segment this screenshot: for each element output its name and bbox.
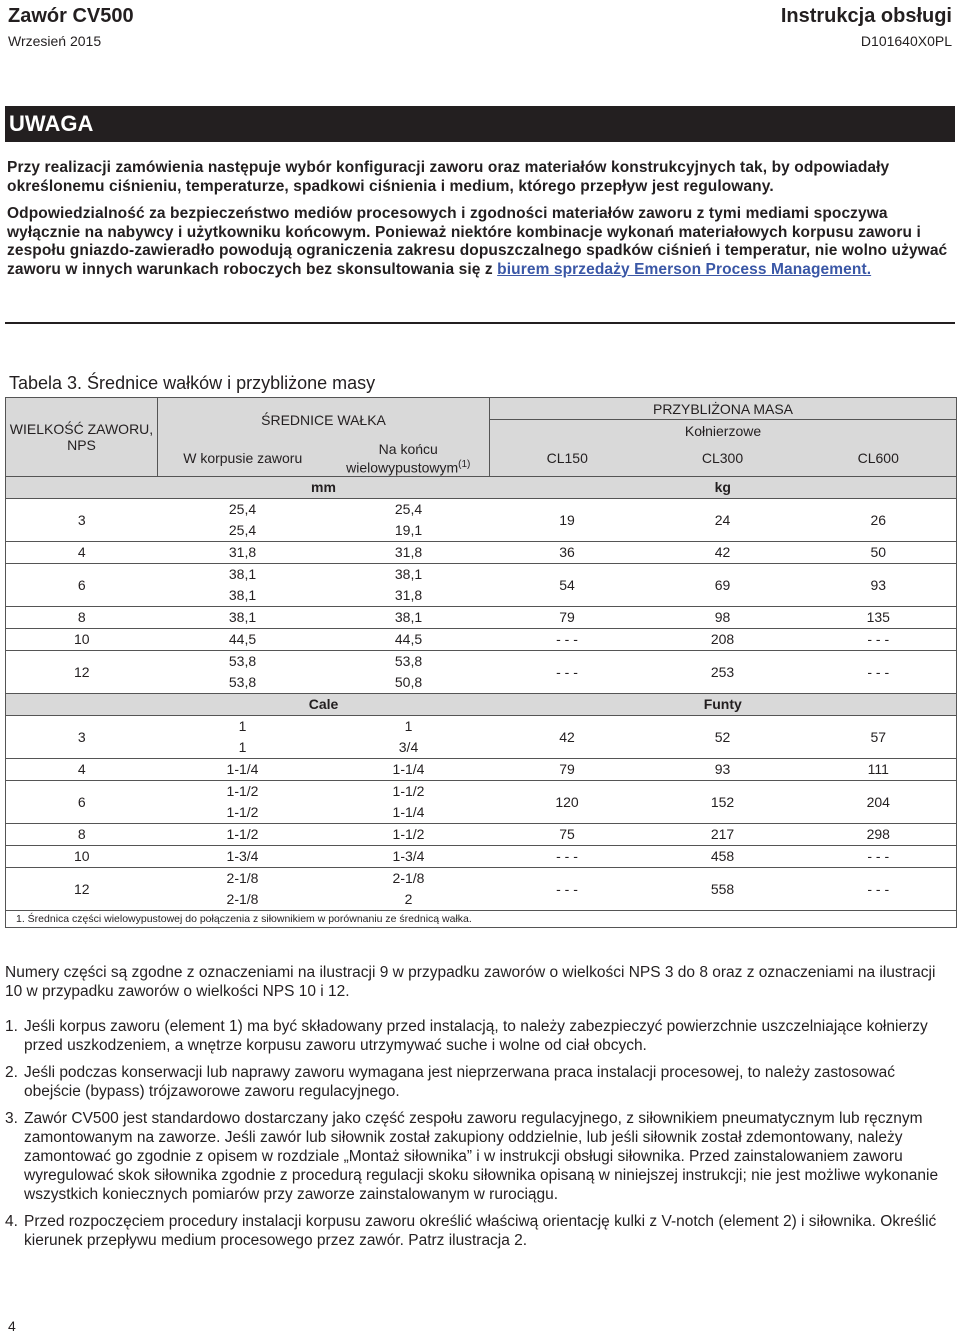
unit-spacer	[6, 693, 158, 715]
cell-cl600: 135	[801, 606, 957, 628]
cell-valve-size: 6	[6, 780, 158, 823]
warning-divider	[5, 322, 955, 324]
cell-shaft-body: 1-3/4	[158, 845, 328, 867]
cell-valve-size: 6	[6, 563, 158, 606]
cell-cl600: 93	[801, 563, 957, 606]
header-cl600: CL600	[801, 441, 957, 476]
intro-paragraph: Numery części są zgodne z oznaczeniami na ilustracji 9 w przypadku zaworów o wielkości NPS 3 do 8 oraz z oznaczeniami na ilustracji 10 w przypadku zaworów o wielkości NPS 10 i 12.	[5, 964, 936, 1000]
cell-cl600: - - -	[801, 628, 957, 650]
cell-cl150: 75	[490, 823, 645, 845]
cell-shaft-body: 1-1/2	[158, 802, 328, 824]
header-cl150: CL150	[490, 441, 645, 476]
cell-cl150: - - -	[490, 650, 645, 693]
cell-shaft-spline: 31,8	[328, 585, 490, 607]
list-item	[5, 1212, 953, 1250]
cell-shaft-body: 1	[158, 715, 328, 737]
cell-shaft-spline: 50,8	[328, 672, 490, 694]
cell-cl150: 36	[490, 541, 645, 563]
cell-shaft-spline: 1-3/4	[328, 845, 490, 867]
header-spline-end-text: Na końcu wielowypustowym	[346, 441, 459, 476]
cell-cl600: - - -	[801, 867, 957, 910]
cell-cl300: 253	[645, 650, 801, 693]
header-spline-footnote-mark: (1)	[458, 459, 471, 470]
cell-shaft-body: 38,1	[158, 585, 328, 607]
table-row	[6, 867, 957, 889]
cell-shaft-spline: 1-1/2	[328, 780, 490, 802]
cell-cl150: 120	[490, 780, 645, 823]
cell-shaft-spline: 3/4	[328, 737, 490, 759]
table-row	[6, 780, 957, 802]
doc-title: Zawór CV500	[8, 5, 134, 27]
cell-cl300: 558	[645, 867, 801, 910]
table-footnote: 1. Średnica części wielowypustowej do połączenia z siłownikiem w porównaniu ze średnicą wałka.	[6, 910, 957, 927]
cell-shaft-spline: 38,1	[328, 563, 490, 585]
cell-valve-size: 10	[6, 845, 158, 867]
cell-cl150: - - -	[490, 867, 645, 910]
cell-shaft-spline: 44,5	[328, 628, 490, 650]
cell-shaft-spline: 31,8	[328, 541, 490, 563]
cell-cl600: 111	[801, 758, 957, 780]
cell-cl300: 24	[645, 498, 801, 541]
warning-paragraph-2	[7, 205, 953, 279]
unit-label-shaft: mm	[158, 476, 490, 498]
cell-valve-size: 4	[6, 541, 158, 563]
list-item-number: 3.	[5, 1110, 18, 1127]
cell-shaft-body: 1-1/2	[158, 780, 328, 802]
list-item-number: 2.	[5, 1064, 18, 1081]
cell-shaft-body: 25,4	[158, 498, 328, 520]
table-row	[6, 628, 957, 650]
unit-label-mass: kg	[490, 476, 957, 498]
table-row	[6, 758, 957, 780]
cell-cl150: - - -	[490, 845, 645, 867]
cell-shaft-spline: 2	[328, 889, 490, 911]
cell-cl300: 217	[645, 823, 801, 845]
list-item-text: Jeśli podczas konserwacji lub naprawy zaworu wymagana jest nieprzerwana praca instalacji procesowej, to należy zastosować obejście (bypass) trójzaworowe zaworu regulacyjnego.	[24, 1064, 896, 1100]
header-cl300: CL300	[645, 441, 801, 476]
warning-body	[7, 159, 953, 288]
cell-cl300: 42	[645, 541, 801, 563]
cell-valve-size: 12	[6, 650, 158, 693]
header-in-body: W korpusie zaworu	[158, 441, 328, 476]
cell-cl300: 152	[645, 780, 801, 823]
cell-cl300: 93	[645, 758, 801, 780]
cell-cl150: - - -	[490, 628, 645, 650]
cell-cl600: 26	[801, 498, 957, 541]
warning-paragraph-1: Przy realizacji zamówienia następuje wybór konfiguracji zaworu oraz materiałów konstrukcyjnych tak, by odpowiadały określonemu ciśnieniu, temperaturze, spadkowi ciśnienia i medium, którego przepływ jest regulowany.	[7, 159, 890, 195]
header-approx-mass: PRZYBLIŻONA MASA	[490, 398, 957, 420]
list-item	[5, 1063, 953, 1101]
table-row	[6, 823, 957, 845]
cell-shaft-body: 2-1/8	[158, 867, 328, 889]
cell-shaft-spline: 1-1/4	[328, 802, 490, 824]
cell-shaft-spline: 1-1/4	[328, 758, 490, 780]
cell-shaft-spline: 2-1/8	[328, 867, 490, 889]
cell-shaft-spline: 19,1	[328, 520, 490, 542]
warning-title: UWAGA	[5, 106, 955, 142]
cell-cl150: 79	[490, 606, 645, 628]
cell-shaft-body: 53,8	[158, 650, 328, 672]
cell-shaft-body: 38,1	[158, 606, 328, 628]
header-flanged: Kołnierzowe	[490, 420, 957, 442]
cell-valve-size: 4	[6, 758, 158, 780]
list-item	[5, 1017, 953, 1055]
cell-valve-size: 8	[6, 823, 158, 845]
table-row	[6, 715, 957, 737]
cell-shaft-body: 31,8	[158, 541, 328, 563]
cell-cl300: 69	[645, 563, 801, 606]
cell-cl150: 54	[490, 563, 645, 606]
cell-cl300: 98	[645, 606, 801, 628]
footnote-row	[6, 910, 957, 927]
table-row	[6, 606, 957, 628]
cell-cl600: - - -	[801, 650, 957, 693]
cell-cl300: 458	[645, 845, 801, 867]
list-item-text: Zawór CV500 jest standardowo dostarczany jako część zespołu zaworu regulacyjnego, z siłownikiem pneumatycznym lub ręcznym zamontowanym na zaworze. Jeśli zawór lub siłownik został zakupiony oddzielnie, lub jeśli siłownik został zdemontowany, należy zamontować go zgodnie z opisem w rozdziale „Montaż siłownika” i w instrukcji obsługi siłownika. Przed zainstalowaniem zaworu wyregulować skok siłownika zgodnie z procedurą regulacji skoku siłownika opisaną w niniejszej instrukcji; nie jest możliwe wykonanie wszystkich koniecznych pomiarów przy zaworze zainstalowanym w rurociągu.	[24, 1110, 939, 1203]
instruction-list	[5, 1017, 953, 1250]
doc-date: Wrzesień 2015	[8, 33, 102, 49]
cell-cl600: 204	[801, 780, 957, 823]
cell-cl300: 52	[645, 715, 801, 758]
cell-shaft-spline: 1-1/2	[328, 823, 490, 845]
cell-shaft-body: 25,4	[158, 520, 328, 542]
header-right	[781, 4, 952, 50]
cell-shaft-body: 53,8	[158, 672, 328, 694]
warning-paragraph-2-text: Odpowiedzialność za bezpieczeństwo mediów procesowych i zgodności materiałów zaworu z tymi mediami spoczywa wyłącznie na nabywcy i użytkowniku końcowym. Ponieważ niektóre kombinacje wykonań materiałowych korpusu zaworu i zespołu gniazdo-zawieradło powodują ograniczenia zakresu dopuszczalnego spadków ciśnień i temperatur, nie wolno używać zaworu w innych warunkach roboczych bez skonsultowania się z	[7, 205, 948, 278]
cell-cl600: 57	[801, 715, 957, 758]
header-shaft-diameter: ŚREDNICE WAŁKA	[158, 398, 490, 442]
list-item-text: Przed rozpoczęciem procedury instalacji korpusu zaworu określić właściwą orientację kulki z V-notch (element 2) i siłownika. Określić kierunek przepływu medium procesowego przez zawór. Patrz ilustracja 2.	[24, 1213, 937, 1249]
body-text	[5, 963, 953, 1250]
header-spline-end	[328, 441, 490, 476]
cell-cl300: 208	[645, 628, 801, 650]
cell-valve-size: 8	[6, 606, 158, 628]
cell-valve-size: 3	[6, 498, 158, 541]
sales-office-link[interactable]: biurem sprzedaży Emerson Process Management.	[497, 260, 872, 278]
table-row	[6, 650, 957, 672]
shaft-mass-table	[5, 397, 957, 928]
table-row	[6, 845, 957, 867]
cell-valve-size: 12	[6, 867, 158, 910]
cell-cl600: 298	[801, 823, 957, 845]
cell-cl600: - - -	[801, 845, 957, 867]
cell-valve-size: 3	[6, 715, 158, 758]
cell-shaft-body: 44,5	[158, 628, 328, 650]
unit-label-shaft: Cale	[158, 693, 490, 715]
table-row	[6, 541, 957, 563]
list-item-text: Jeśli korpus zaworu (element 1) ma być składowany przed instalacją, to należy zabezpieczyć powierzchnie uszczelniające kołnierzy przed uszkodzeniem, a wnętrze korpusu zaworu utrzymywać suche i wolne od ciał obcych.	[24, 1018, 928, 1054]
table-row	[6, 563, 957, 585]
list-item-number: 4.	[5, 1213, 18, 1230]
cell-shaft-body: 1-1/2	[158, 823, 328, 845]
cell-shaft-body: 1	[158, 737, 328, 759]
unit-row	[6, 693, 957, 715]
table-title: Tabela 3. Średnice wałków i przybliżone masy	[9, 373, 376, 393]
cell-valve-size: 10	[6, 628, 158, 650]
cell-shaft-spline: 1	[328, 715, 490, 737]
manual-title: Instrukcja obsługi	[780, 5, 952, 27]
table-row	[6, 498, 957, 520]
list-item	[5, 1109, 953, 1204]
cell-cl150: 42	[490, 715, 645, 758]
cell-shaft-body: 38,1	[158, 563, 328, 585]
cell-shaft-spline: 25,4	[328, 498, 490, 520]
unit-spacer	[6, 476, 158, 498]
header-left	[8, 4, 134, 50]
header-valve-size: WIELKOŚĆ ZAWORU, NPS	[6, 398, 158, 477]
unit-label-mass: Funty	[490, 693, 957, 715]
cell-cl150: 19	[490, 498, 645, 541]
unit-row	[6, 476, 957, 498]
cell-shaft-body: 2-1/8	[158, 889, 328, 911]
doc-code: D101640X0PL	[860, 33, 952, 49]
cell-shaft-spline: 53,8	[328, 650, 490, 672]
cell-cl600: 50	[801, 541, 957, 563]
cell-shaft-spline: 38,1	[328, 606, 490, 628]
cell-cl150: 79	[490, 758, 645, 780]
list-item-number: 1.	[5, 1018, 18, 1035]
page-number: 4	[8, 1318, 16, 1334]
cell-shaft-body: 1-1/4	[158, 758, 328, 780]
